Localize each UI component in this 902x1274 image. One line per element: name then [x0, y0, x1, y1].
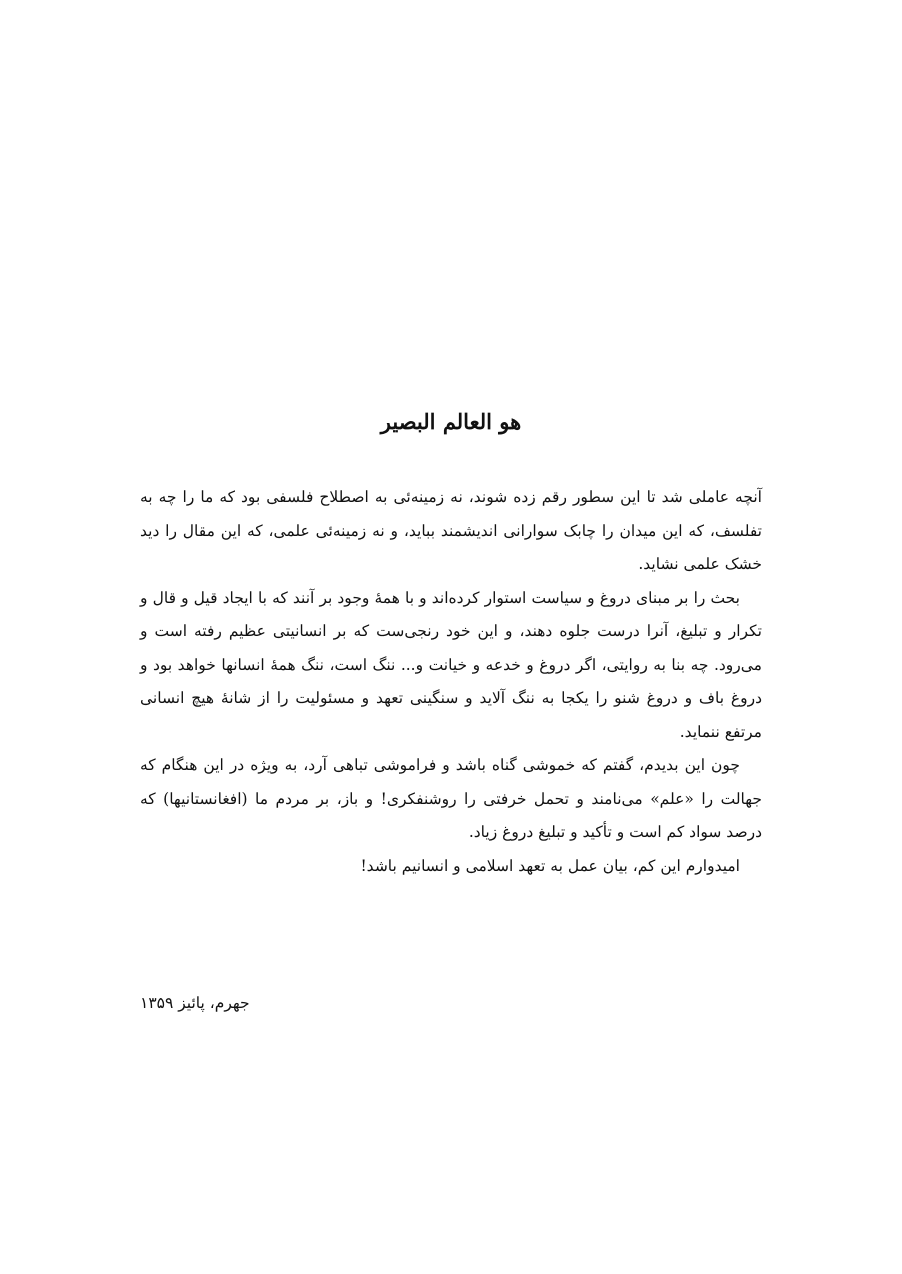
page-heading: هو العالم البصیر: [380, 409, 522, 434]
paragraph-1: آنچه عاملی شد تا این سطور رقم زده شوند، نه زمینه‌ئی به اصطلاح فلسفی بود که ما را چه به تفلسف، که این میدان را چابک سوارانی اندیشمند بباید، و نه زمینه‌ئی علمی، که این مقال را دید خشک علمی نشاید.: [140, 488, 762, 573]
paragraph-3: چون این بدیدم، گفتم که خموشی گناه باشد و فراموشی تباهی آرد، به ویژه در این هنگام که جهالت را «علم» می‌نامند و تحمل خرفتی را روشنفکری! و باز، بر مردم ما (افغانستانیها) که درصد سواد کم است و تأکید و تبلیغ دروغ زیاد.: [140, 756, 762, 841]
paragraph-2: بحث را بر مبنای دروغ و سیاست استوار کرده‌اند و با همهٔ وجود بر آنند که با ایجاد قیل و قال و تکرار و تبلیغ، آنرا درست جلوه دهند، و این خود رنجی‌ست که بر انسانیتی عظیم رفته است و می‌رود. چه بنا به روایتی، اگر دروغ و خدعه و خیانت و... ننگ است، ننگ همهٔ انسانها خواهد بود و دروغ باف و دروغ شنو را یکجا به ننگ آلاید و سنگینی تعهد و مسئولیت را از شانهٔ هیچ انسانی مرتفع ننماید.: [140, 588, 762, 741]
paragraph-4: امیدوارم این کم، بیان عمل به تعهد اسلامی و انسانیم باشد!: [360, 856, 740, 875]
place-date-signoff: جهرم، پائیز ۱۳۵۹: [140, 994, 250, 1012]
body-text: [140, 481, 762, 883]
